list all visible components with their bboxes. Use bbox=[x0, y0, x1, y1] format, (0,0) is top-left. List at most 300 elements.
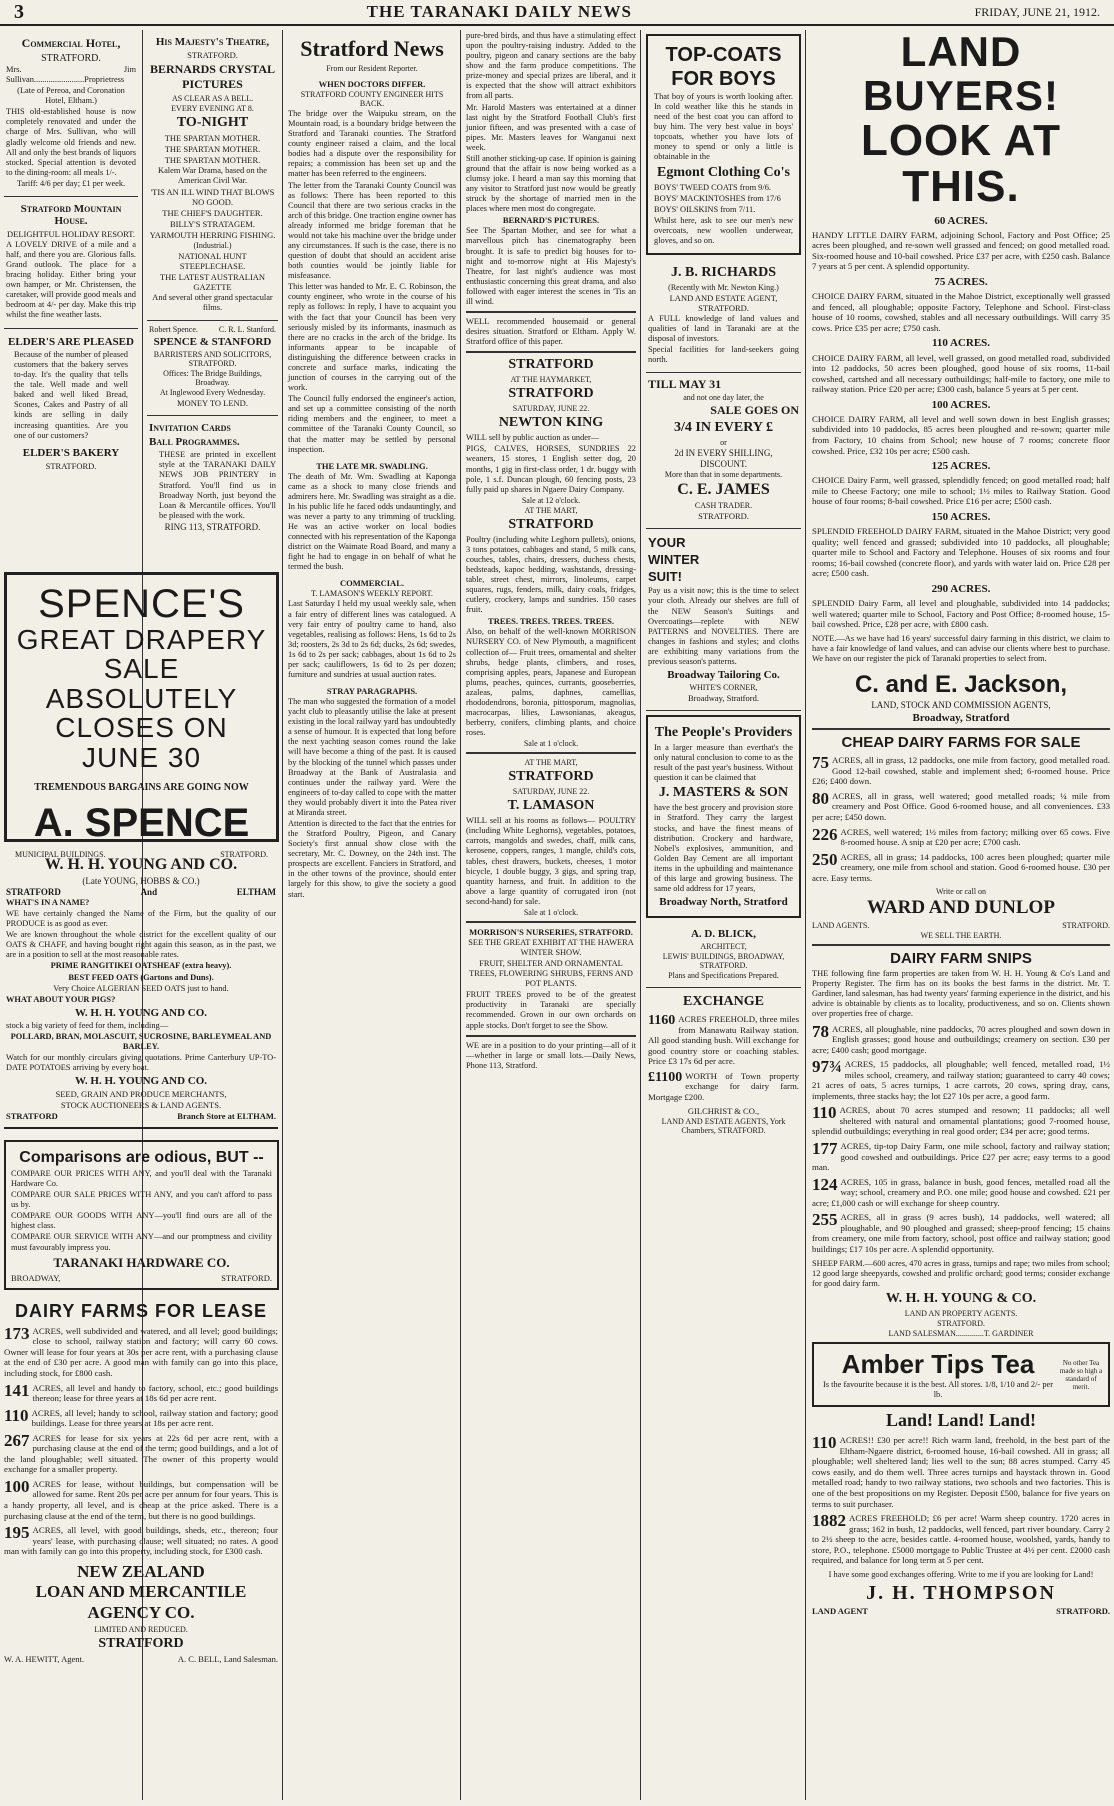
young-co-town: STRATFORD. bbox=[937, 1318, 985, 1328]
lease-firm3: AGENCY CO. bbox=[87, 1603, 195, 1623]
snip-item bbox=[812, 1141, 1110, 1173]
cheap-text: ACRES, well watered; 1½ miles from factory; milking over 65 cows. Five 8-roomed house. A snip at £20 per acre; £700 cash. bbox=[840, 826, 1110, 848]
land-item bbox=[812, 1435, 1110, 1509]
winter-firm: Broadway Tailoring Co. bbox=[667, 669, 780, 682]
young-line: BEST FEED OATS (Gartons and Duns). bbox=[68, 972, 214, 982]
lease-item-acres: 110 bbox=[4, 1405, 29, 1425]
jackson-note: NOTE.—As we have had 16 years' successful dairy farming in this district, we claim to have a fair knowledge of land values, and can advise our clients where best to purchase. We have on our register the pick of Taranaki properties to select from. bbox=[812, 633, 1110, 663]
topcoats-body: That boy of yours is worth looking after. In cold weather like this he stands in need of the best coat you can afford to buy him. The very best value in boys' topcoats, whether you have lots of money to spend or only a little is obtainable in the bbox=[654, 92, 793, 162]
snip-item bbox=[812, 1174, 1110, 1209]
sale-firm: NEWTON KING bbox=[498, 415, 604, 431]
news-paragraph: See The Spartan Mother, and see for what a marvellous pitch has cinematography been brought. It is safe to predict big houses for to-night and to-morrow night at His Majesty's Theatre, for last night's audience was most enthusiastic concerning this great drama, and also followed with eager interest the scenes in 'Tis an ill wind. bbox=[466, 226, 636, 306]
richards-title: LAND AND ESTATE AGENT, STRATFORD. bbox=[669, 293, 778, 314]
young-co-role: LAND AN PROPERTY AGENTS. bbox=[904, 1308, 1018, 1318]
cheap-item bbox=[812, 788, 1110, 823]
snips-title: DAIRY FARM SNIPS bbox=[890, 950, 1032, 968]
snip-item bbox=[812, 1212, 1110, 1254]
topcoats-firm: Egmont Clothing Co's bbox=[656, 164, 791, 180]
invitation-title: Invitation Cards bbox=[149, 422, 231, 435]
listing-head: 100 ACRES. bbox=[931, 398, 991, 411]
theatre-other: And several other grand spectacular films. bbox=[152, 293, 273, 313]
cheap-text: ACRES, all in grass, 12 paddocks, one mile from factory, good metalled road. Good 12-bail cowshed, stable and implement shed; 6-roomed house. Price £26; £400 down. bbox=[812, 755, 1110, 787]
elders-bakery-ad bbox=[4, 330, 138, 478]
topcoats-line: BOYS' TWEED COATS from 9/6. bbox=[654, 182, 771, 192]
hotel-town: STRATFORD. bbox=[41, 53, 101, 64]
crystal-pictures: BERNARDS CRYSTAL PICTURES bbox=[149, 62, 276, 91]
winter-title2: WINTER bbox=[648, 552, 700, 568]
look-at-this-title: LOOK AT THIS. bbox=[860, 116, 1062, 212]
listing-head: 290 ACRES. bbox=[931, 582, 991, 595]
news-paragraph: The bridge over the Waipuku stream, on the Mountain road, is a boundary bridge between the Stratford and Taranaki counties. The Stratford county engineer raised a claim, and the local bodies had a dispute over the responsibility for repairs; a commission has been set up and the matter has been referred to the engineers. bbox=[288, 109, 456, 179]
exchange-role: LAND AND ESTATE AGENTS, York Chambers, STRATFORD. bbox=[661, 1117, 786, 1136]
news-from: From our Resident Reporter. bbox=[326, 64, 418, 73]
hotel-tariff: Tariff: 4/6 per day; £1 per week. bbox=[16, 178, 126, 188]
theatre-kalem: Kalem War Drama, based on the American Civil War. bbox=[158, 166, 267, 186]
young-watch: Watch for our monthly circulars giving quotations. Prime Canterbury UP-TO-DATE POTATOES arriving by every boat. bbox=[6, 1053, 276, 1073]
exchange-acres: 1160 bbox=[648, 1013, 676, 1029]
young-title: W. H. H. YOUNG AND CO. bbox=[44, 856, 238, 873]
law-left-name: Robert Spence. bbox=[149, 325, 198, 335]
young-right: ELTHAM bbox=[236, 887, 276, 897]
issue-date: FRIDAY, JUNE 21, 1912. bbox=[974, 4, 1100, 19]
column-rule bbox=[805, 30, 806, 1800]
theatre-item: THE SPARTAN MOTHER. bbox=[164, 144, 261, 154]
lease-item-acres: 141 bbox=[4, 1380, 30, 1400]
james-or: or bbox=[720, 438, 727, 448]
cheap-text: ACRES, all in grass, well watered; good metalled roads; ¼ mile from creamery and Post Office. Good 6-roomed house, and all conveniences. £33 per acre; £450 down. bbox=[812, 790, 1110, 822]
listing-head: 75 ACRES. bbox=[934, 275, 988, 288]
ball-title: Ball Programmes. bbox=[149, 436, 240, 449]
theatre-billy: BILLY'S STRATAGEM. bbox=[169, 219, 255, 230]
news-paragraph: Mr. Harold Masters was entertained at a dinner last night by the Stratford Football Club's first junior fifteen, and was presented with a case of pipes. Mr. Masters leaves for Wanganui next week. bbox=[466, 102, 636, 152]
providers-p2: have the best grocery and provision store in Stratford. They carry the largest stocks, and have the finest means of distribution. Crockery and hardware, Nobel's explosives, ammunition, and Golden Bay Cement are all important items in the upbuilding and maintenance of this large and growing business. The same old address for 17 years, bbox=[654, 803, 793, 893]
lease-item-text: ACRES, all level, with good buildings, sheds, etc., thereon; four years' lease, with purchasing clause; well situated; no rates. A good man with family can go into this property, including stock, for £300 cash. bbox=[4, 1525, 278, 1557]
sheep-farm: SHEEP FARM.—600 acres, 470 acres in grass, turnips and rape; two miles from school; 12 good large sheepyards, cowshed and prolific orchard; good terms; consider exchange for good dairy farm. bbox=[812, 1258, 1110, 1288]
mart2-town: STRATFORD bbox=[508, 769, 594, 785]
snip-item bbox=[812, 1021, 1110, 1056]
news-sub: STRATFORD COUNTY ENGINEER HITS BACK. bbox=[300, 90, 444, 108]
lease-item-acres: 267 bbox=[4, 1430, 30, 1450]
providers-title: The People's Providers bbox=[654, 725, 793, 741]
topcoats-line: BOYS' MACKINTOSHES from 17/6 bbox=[654, 193, 781, 203]
blick-addr: LEWIS' BUILDINGS, BROADWAY, STRATFORD. bbox=[662, 952, 785, 971]
sale-will: WILL sell by public auction as under— bbox=[466, 433, 600, 443]
cheap-acres: 75 bbox=[812, 753, 829, 773]
hardware-item: COMPARE OUR PRICES WITH ANY, and you'll deal with the Taranaki Hardware Co. bbox=[11, 1169, 272, 1189]
invitation-ring: RING 113, STRATFORD. bbox=[164, 521, 261, 532]
snip-text: ACRES, all ploughable, nine paddocks, 70 acres ploughed and sown down in English grasses; good house and outbuildings; creamery on section. £30 per acre; £400 cash; good mortgage. bbox=[812, 1023, 1110, 1055]
snip-acres: 78 bbox=[812, 1021, 829, 1041]
providers-firm: J. MASTERS & SON bbox=[658, 785, 789, 801]
masthead bbox=[0, 0, 1114, 26]
snip-item bbox=[812, 1105, 1110, 1137]
theatre-chief: THE CHIEF'S DAUGHTER. bbox=[162, 208, 263, 219]
theatre-town: STRATFORD. bbox=[187, 50, 238, 60]
amber-side: No other Tea made so high a standard of merit. bbox=[1059, 1358, 1103, 1391]
news-paragraph: The man who suggested the formation of a model yacht club to pleasantly utilise the lake at present existing in the local railway yard has undoubtedly a sense of humour. It is expected that long before the next yachting season comes round the lake will have become a thing of the past. It is caused by the blocking of the tunnel which passes under Broadway at the Bank of Australasia and continues under the railway yard. Were the engineers of to-day called to cope with the matter they would probably divert it into the Patea river at Miranda street. bbox=[288, 697, 456, 817]
lease-item-text: ACRES for lease, without buildings, but compensation will be allowed for same. Rent 20s per acre per annum for four years. This is a handy property, all level, and is cheap at the price asked. There is a purchasing clause at the end of the term, but there is no good buildings. bbox=[4, 1478, 278, 1521]
cheap-acres: 250 bbox=[812, 849, 838, 869]
theatre-wind: 'TIS AN ILL WIND THAT BLOWS NO GOOD. bbox=[150, 187, 275, 208]
richards-recent: (Recently with Mr. Newton King.) bbox=[668, 283, 779, 293]
listing-head: 110 ACRES. bbox=[931, 337, 991, 350]
elders-body: Because of the number of pleased customers that the bakery serves to-day. It's the quality that tells the tale. Well made and well baked and well liked Bread, Scones, Cakes and Pastry of all kinds are selling in daily increasing quantities. Are you one of our customers? bbox=[14, 350, 128, 440]
young-what: WHAT'S IN A NAME? bbox=[6, 898, 90, 907]
snip-acres: 110 bbox=[812, 1103, 837, 1123]
elders-name: ELDER'S BAKERY bbox=[22, 446, 120, 459]
listing-text: CHOICE DAIRY FARM, all level and well sown down in best English grasses; subdivided into 10 paddocks, 85 acres been ploughed and re-sown; quarter mile from Factory, 10 chains from School; new house of 7 rooms; concrete floor cowshed. Price, £32 10s per acre; £500 cash. bbox=[812, 413, 1110, 456]
sale-date: SATURDAY, JUNE 22. bbox=[512, 404, 590, 414]
nurseries-body: SEE THE GREAT EXHIBIT AT THE HAWERA WINTER SHOW. bbox=[468, 937, 634, 957]
nurseries-p: FRUIT TREES proved to be of the greatest productivity in Taranaki are specially recommended. Grown in our own orchards on apple stocks. Don't forget to see the Show. bbox=[466, 990, 636, 1030]
snip-item bbox=[812, 1059, 1110, 1101]
hardware-ad bbox=[4, 1140, 279, 1290]
exchange-acres: £1100 bbox=[648, 1069, 683, 1085]
lease-item-text: ACRES, all level; handy to school, railway station and factory; good buildings. Lease for three years at 18s per acre rent. bbox=[31, 1407, 278, 1429]
lease-item-acres: 100 bbox=[4, 1476, 30, 1496]
column-rule bbox=[460, 30, 461, 1800]
ward-dunlop-name: WARD AND DUNLOP bbox=[867, 897, 1055, 919]
column-4 bbox=[462, 30, 640, 1800]
majestys-theatre-ad bbox=[147, 30, 278, 321]
young-branch-right: Branch Store at ELTHAM. bbox=[177, 1111, 276, 1122]
land-listing bbox=[812, 399, 1110, 456]
james-town: STRATFORD. bbox=[698, 511, 749, 522]
winter-body: Pay us a visit now; this is the time to select your cloth. Already our shelves are full of the NEW Season's Suitings and Overcoatings—replete with NEW PATTERNS and NOVELTIES. There are changes in fashions and styles; and cloths are exhibiting many variations from the previous season's patterns. bbox=[648, 586, 799, 666]
hardware-name: TARANAKI HARDWARE CO. bbox=[53, 1254, 230, 1270]
exchange-text: WORTH of Town property exchange for dairy farm. Mortgage £200. bbox=[648, 1070, 799, 1102]
hardware-item: COMPARE OUR SALE PRICES WITH ANY, and you can't afford to pass us by. bbox=[11, 1190, 272, 1210]
james-name: C. E. JAMES bbox=[677, 481, 770, 499]
sale-time: Sale at 12 o'clock. bbox=[521, 495, 581, 505]
lease-item-text: ACRES, all level and handy to factory, school, etc.; good buildings thereon; lease for three years at 18s 6d per acre rent. bbox=[32, 1382, 278, 1404]
write-call: Write or call on bbox=[935, 887, 987, 897]
theatre-every: EVERY EVENING AT 8. bbox=[171, 104, 254, 113]
james-three: 3/4 IN EVERY £ bbox=[674, 420, 773, 436]
theatre-title: His Majesty's Theatre, bbox=[155, 36, 270, 48]
young-line: PRIME RANGITIKEI OATSHEAF (extra heavy). bbox=[50, 961, 232, 971]
jackson-role: LAND, STOCK AND COMMISSION AGENTS, bbox=[871, 700, 1051, 711]
land-land-land: Land! Land! Land! bbox=[885, 1410, 1037, 1431]
young-late: (Late YOUNG, HOBBS & CO.) bbox=[82, 876, 200, 886]
hotel-late: (Late of Pereoa, and Coronation Hotel, Eltham.) bbox=[17, 86, 125, 106]
theatre-gazette: THE LATEST AUSTRALIAN GAZETTE bbox=[159, 272, 266, 293]
exchange-title: EXCHANGE bbox=[683, 994, 764, 1010]
young-name3: W. H. H. YOUNG AND CO. bbox=[74, 1075, 208, 1088]
law-money: MONEY TO LEND. bbox=[177, 398, 248, 409]
young-p1: WE have certainly changed the Name of the Firm, but the quality of our PRODUCE is as good as ever. bbox=[6, 909, 276, 929]
young-mid: And bbox=[140, 887, 158, 897]
theatre-sub: AS CLEAR AS A BELL. bbox=[171, 94, 254, 103]
snip-text: ACRES, about 70 acres stumped and resown; 11 paddocks; all well sheltered with natural and ornamental plantations; good 7-roomed house, splendid outbuildings; everything in real good order; £34 per acre; good terms. bbox=[812, 1105, 1110, 1137]
land-item bbox=[812, 1513, 1110, 1566]
news-late: THE LATE MR. SWADLING. bbox=[316, 460, 428, 471]
land-listing bbox=[812, 276, 1110, 333]
young-left: STRATFORD bbox=[6, 887, 61, 897]
lease-item bbox=[4, 1525, 278, 1557]
topcoats-line: BOYS' OILSKINS from 7/11. bbox=[654, 204, 756, 214]
lease-item-acres: 173 bbox=[4, 1323, 30, 1343]
james-more: More than that in some departments. bbox=[664, 470, 783, 480]
land-buyers-title: LAND BUYERS! bbox=[862, 28, 1060, 120]
lease-item-text: ACRES for lease for six years at 22s 6d per acre rent, with a purchasing clause at the end of the term; good buildings, and a lot of the land ploughable; well situated. The owner of this property would exchange for a smaller property. bbox=[4, 1432, 278, 1475]
young-seed: SEED, GRAIN AND PRODUCE MERCHANTS, bbox=[55, 1089, 227, 1100]
lease-title: DAIRY FARMS FOR LEASE bbox=[14, 1301, 268, 1321]
land-listing bbox=[812, 337, 1110, 394]
amber-title: Amber Tips Tea bbox=[841, 1348, 1035, 1379]
invitation-body: THESE are printed in excellent style at the TARANAKI DAILY NEWS JOB PRINTERY in Stratford. You'll find us in Broadway North, just beyond the Loan & Mercantile offices. You'll be pleased with the work. bbox=[159, 450, 276, 520]
listing-text: CHOICE DAIRY FARM, all level, well grassed, on good metalled road, subdivided into 12 paddocks, 50 acres been ploughed, good house of six rooms, 11-bail cowshed, cartshed and all necessary outbuildings; half-mile to factory, one mile to railway station. Price £20 per acre; £300 cash, balance 5 years at 5 per cent. bbox=[812, 352, 1110, 395]
law-right-name: C. R. L. Stanford. bbox=[218, 325, 276, 335]
james-discount: DISCOUNT. bbox=[699, 459, 748, 470]
commercial-hotel-ad bbox=[4, 30, 138, 197]
jackson-addr: Broadway, Stratford bbox=[912, 712, 1010, 725]
news-commercial: COMMERCIAL. bbox=[340, 578, 404, 589]
lease-firm2: LOAN AND MERCANTILE bbox=[35, 1582, 247, 1602]
mart-at: AT THE MART, bbox=[524, 505, 578, 515]
column-1 bbox=[0, 30, 142, 330]
hardware-title: Comparisons are odious, BUT -- bbox=[19, 1149, 264, 1166]
trees-body: Also, on behalf of the well-known MORRISON NURSERY CO. of New Plymouth, a magnificent collection of— Fruit trees, ornamental and shelter shrubs, hedge plants, climbers, and roses, comprising apples, pears, Japanese and European plums, peaches, quinces, currants, gooseberries, azaleas, palms, daphnes, camellias, rhododendrons, boronia, pittosporum, magnolias, macrocarpas, lilies, Lawsonianas, akeagus, berberry, conifers, climbing plants, and choice roses. bbox=[466, 627, 636, 738]
young-stock: stock a big variety of feed for them, including— bbox=[6, 1020, 169, 1030]
spence-tremendous: TREMENDOUS BARGAINS ARE GOING NOW bbox=[34, 781, 249, 793]
land-text: ACRES!! £30 per acre!! Rich warm land, freehold, in the best part of the Eltham-Ngaere district, 6-roomed house, 16-bail cowshed. All in grass; all ploughable; well sheltered land; lies well to the sun; 88 acres stumped. Carry 45 cows easily, and do them well. Three acres turnips and haystack thrown in. Good metalled road; handy to two railway stations, two schools and two factories. This is one of the best propositions on my Register. Deposit £500, balance for five years on terms to suit purchaser. bbox=[812, 1435, 1110, 1509]
snip-text: ACRES, 15 paddocks, all ploughable; well fenced, metalled road, 1½ miles school, creamery, and railway station; guaranteed to carry 40 cows; 21 acres of oats, 5 acres turnips, 1 acre carrots, 20 cows, spring dray, cans, implements, three stacks hay; the lot £27 10s per acre, a good farm. bbox=[812, 1059, 1110, 1101]
law-firm: SPENCE & STANFORD bbox=[153, 336, 272, 349]
exchange-ad bbox=[646, 988, 801, 1142]
young-ad bbox=[0, 850, 282, 1130]
elders-title: ELDER'S ARE PLEASED bbox=[8, 336, 134, 348]
hardware-left: BROADWAY, bbox=[11, 1272, 61, 1283]
law-office: Offices: The Bridge Buildings, Broadway. bbox=[163, 369, 262, 388]
topcoats-ad bbox=[646, 34, 801, 255]
exchange-text: ACRES FREEHOLD, three miles from Manawatu Railway station. All good standing bush. Will exchange for good country store or coaching stables. Price £3 17s 6d per acre. bbox=[648, 1014, 799, 1067]
young-pigs: WHAT ABOUT YOUR PIGS? bbox=[6, 994, 116, 1004]
snip-acres: 255 bbox=[812, 1210, 838, 1230]
ward-right: STRATFORD. bbox=[1062, 921, 1110, 931]
column-1-lower bbox=[0, 330, 142, 500]
hotel-proprietor: Mrs. Jim Sullivan........................Proprietress bbox=[6, 65, 136, 85]
newspaper-title: THE TARANAKI DAILY NEWS bbox=[366, 2, 632, 21]
topcoats-title2: FOR BOYS bbox=[671, 68, 776, 90]
column-rule bbox=[640, 30, 641, 1800]
james-cash: CASH TRADER. bbox=[694, 501, 753, 511]
snip-text: ACRES, all in grass (9 acres bush), 14 paddocks, well watered; all ploughable, and 90 ploughed and grassed; sheep-proof fencing; 15 chains from creamery, one mile from factory, school, post office and railway station; good buildings; £17 10s per acre. A splendid opportunity. bbox=[812, 1212, 1110, 1254]
housemaid-notice: WELL recommended housemaid or general desires situation. Stratford or Eltham. Apply W. Stratford office of this paper. bbox=[466, 317, 636, 347]
exchange-firm: GILCHRIST & CO., bbox=[687, 1106, 760, 1117]
spences-ad bbox=[4, 572, 279, 859]
topcoats-p: Whilst here, ask to see our men's new overcoats, new woollen underwear, gloves, and so on. bbox=[654, 215, 793, 245]
page-number: 3 bbox=[14, 0, 24, 23]
sale-town: STRATFORD bbox=[508, 357, 594, 373]
thompson-left: LAND AGENT bbox=[812, 1605, 868, 1616]
hotel-body: THIS old-established house is now completely renovated and under the charge of Mrs. Sullivan, who will gladly welcome old friends and new. All and only the best brands of liquors stocked. Special attention is devoted to the dining-room: all meals 1/-. bbox=[6, 107, 136, 177]
snip-acres: 177 bbox=[812, 1139, 838, 1159]
lease-agent-left: W. A. HEWITT, Agent. bbox=[4, 1653, 85, 1664]
hardware-item: COMPARE OUR GOODS WITH ANY—you'll find ours are all of the highest class. bbox=[11, 1211, 272, 1231]
invitation-cards-ad bbox=[147, 416, 278, 539]
listing-head: 150 ACRES. bbox=[931, 510, 991, 523]
listing-head: 125 ACRES. bbox=[931, 460, 991, 473]
lease-firm1: NEW ZEALAND bbox=[77, 1561, 205, 1581]
ward-sub: WE SELL THE EARTH. bbox=[920, 931, 1002, 941]
theatre-item: THE SPARTAN MOTHER. bbox=[164, 133, 261, 143]
mountain-body: A LOVELY DRIVE of a mile and a half, and there you are. Glorious falls. Grand outlook. The place for a bracing holiday. Either bring your own hamper, or Mr. Christensen, the caretaker, will provide good meals and bedroom at 4/- per day. Make this trip whilst the fine weather lasts. bbox=[6, 239, 136, 320]
james-two: 2d IN EVERY SHILLING, bbox=[674, 448, 773, 459]
lease-item bbox=[4, 1380, 278, 1404]
spence-stanford-ad bbox=[147, 321, 278, 416]
hardware-right: STRATFORD. bbox=[221, 1272, 272, 1283]
blick-role: ARCHITECT, bbox=[700, 942, 747, 952]
cheap-item bbox=[812, 755, 1110, 787]
trees-sale: Sale at 1 o'clock. bbox=[523, 739, 579, 749]
news-lamason: T. LAMASON'S WEEKLY REPORT. bbox=[311, 589, 433, 599]
james-not: and not one day later, the bbox=[683, 393, 764, 403]
spence-right: STRATFORD. bbox=[220, 849, 268, 859]
young-name2: W. H. H. YOUNG AND CO. bbox=[74, 1006, 208, 1019]
spences-name: SPENCE'S bbox=[38, 582, 245, 626]
richards-ad bbox=[646, 259, 801, 373]
spence-line: SALE ABSOLUTELY bbox=[45, 653, 238, 714]
young-p2: We are known throughout the whole district for the excellent quality of our OATS & CHAFF, and having bought right again this season, as in the past, we are in a position to sell at the most reasonable rates. bbox=[6, 930, 276, 960]
nurseries-lines: FRUIT, SHELTER AND ORNAMENTAL TREES, FLOWERING SHRUBS, FERNS AND POT PLANTS. bbox=[469, 959, 633, 989]
land-acres: 1882 bbox=[812, 1511, 846, 1531]
providers-ad bbox=[646, 715, 801, 918]
listing-text: CHOICE DAIRY FARM, situated in the Mahoe District, exceptionally well grassed and fenced, all ploughable; opposite Factory, Telephone and School. First-class house of 10 rooms, cowshed, stables and all necessary outbuildings. Will carry 35 cows. Price £35 per acre; £750 cash. bbox=[812, 291, 1110, 333]
column-2 bbox=[143, 30, 282, 532]
thompson-right: STRATFORD. bbox=[1056, 1605, 1110, 1616]
snip-acres: 124 bbox=[812, 1174, 838, 1194]
blick-plans: Plans and Specifications Prepared. bbox=[668, 971, 779, 981]
spence-line: GREAT DRAPERY bbox=[16, 624, 267, 655]
sale-town2: STRATFORD bbox=[508, 386, 594, 402]
news-paragraph: This letter was handed to Mr. E. C. Robinson, the county engineer, who wrote in the course of his reply as follows: In reply, I have to acquaint you with the fact that your Council has been very seriously misled by its informants, inasmuch as there are no cracks in the arch of the bridge. Its informants appear to be incapable of distinguishing the difference between cracks in concrete and surface marks, indicating the junction of courses in the carrying out of the work. bbox=[288, 282, 456, 393]
blick-name: A. D. BLICK, bbox=[690, 928, 757, 941]
news-paragraph: The letter from the Taranaki County Council was as follows: There has been reported to this Council that there are two serious cracks in the arch of this bridge. One traction engine owner has already informed me bridge foreman that he would not take his machine over the bridge under any circumstances. If such is the case, there is no question of doubt that should an accident arise both counties would be jointly liable for misfeasance. bbox=[288, 180, 456, 281]
lease-item bbox=[4, 1430, 278, 1475]
lease-item bbox=[4, 1323, 278, 1379]
winter-corner: WHITE'S CORNER, bbox=[689, 683, 758, 693]
listing-head: 60 ACRES. bbox=[934, 214, 988, 227]
mart2-sale: Sale at 1 o'clock. bbox=[523, 907, 579, 917]
land-acres: 110 bbox=[812, 1433, 837, 1453]
young-line: Very Choice ALGERIAN SEED OATS just to hand. bbox=[53, 983, 229, 993]
lease-limited: LIMITED AND REDUCED. bbox=[94, 1624, 188, 1634]
james-till: TILL MAY 31 bbox=[648, 377, 722, 392]
lease-item bbox=[4, 1405, 278, 1429]
young-co-name: W. H. H. YOUNG & CO. bbox=[885, 1290, 1037, 1306]
winter-title1: YOUR bbox=[648, 535, 686, 551]
law-role: BARRISTERS AND SOLICITORS, STRATFORD. bbox=[153, 350, 272, 369]
news-paragraph: Last Saturday I held my usual weekly sale, when a fair entry of different lines was catalogued. A very fair entry of poultry came to hand, also vegetables, realising as follows: Hens, 1s 6d to 2s 3d; roosters, 2s 3d to 2s 6d; ducks, 2s 6d; swedes, 1s 6d to 2s per sack; cabbages, about 1s 6d to 2s per sack; cauliflowers, 1s 6d to 2s per dozen; furniture and sundries at usual auction rates. bbox=[288, 599, 456, 679]
theatre-item: THE SPARTAN MOTHER. bbox=[164, 155, 261, 165]
news-stray: STRAY PARAGRAPHS. bbox=[326, 686, 418, 697]
providers-addr: Broadway North, Stratford bbox=[659, 896, 788, 909]
news-paragraph: Still another sticking-up case. If opinion is gaining ground that the affair is now being worked as a clumsy joke. I heard a man say this morning that any visitor to Stratford just now would be greatly struck by the shortage of married men in the places where men most do congregate. bbox=[466, 153, 636, 214]
listing-text: SPLENDID Dairy Farm, all level and ploughable, subdivided into 14 paddocks; well watered; quarter mile to School, Factory and Post Office; 8-roomed house, 15-bail cowshed. Price, £28 per acre, with £800 cash. bbox=[812, 598, 1110, 630]
lease-item-text: ACRES, well subdivided and watered, and all level; good buildings; close to school, railway station and factory; will carry 60 cows. Owner will lease for four years at 30s per acre rent, with a purchasing clause at the end of £30 per acre. A good man with family can go into this place, including stock, for £800 cash. bbox=[4, 1325, 278, 1378]
listing-text: HANDY LITTLE DAIRY FARM, adjoining School, Factory and Post Office; 25 acres been ploughed, and re-sown well grassed and fenced; on good metalled road. Six-roomed house and 10-bail cowshed. Price £37 per acre, with £250 cash. Balance 7 years at 5 per cent. A splendid opportunity. bbox=[812, 229, 1110, 272]
printing-notice: WE are in a position to do your printing—all of it—whether in large or small lots.—Daily News, Phone 113, Stratford. bbox=[466, 1040, 636, 1070]
news-paragraph: The death of Mr. Wm. Swadling at Kaponga came as a shock to many close friends and admirers here. Mr. Swadling was straight as a die. In his public life he faced odds undauntingly, and was never a party to any trimming of truckling. He was an active worker on local bodies connected with his representation of the Kaponga district on the Waimate Road Board, and many a fight he had to engage in on behalf of what he termed the bush. bbox=[288, 471, 456, 572]
land-exchanges: I have some good exchanges offering. Write to me if you are looking for Land! bbox=[828, 1569, 1094, 1579]
land-listing bbox=[812, 215, 1110, 272]
richards-name: J. B. RICHARDS bbox=[670, 265, 776, 281]
richards-special: Special facilities for land-seekers going north. bbox=[648, 345, 799, 365]
land-text: ACRES FREEHOLD; £6 per acre! Warm sheep country. 1720 acres in grass; 162 in bush, 12 paddocks, well fenced, part river boundary. Carry 2 to 2½ sheep to the acre, besides cattle. 4-roomed house, woolshed, yards, handy to store, P.O., telephone. £5000 mortgage to Public Trustee at 4½ per cent. £2000 cash required, and balance for long term at 5 per cent. bbox=[812, 1513, 1110, 1566]
mountain-sub: DELIGHTFUL HOLIDAY RESORT. bbox=[6, 228, 135, 239]
ward-left: LAND AGENTS. bbox=[812, 921, 870, 931]
james-sale: SALE GOES ON bbox=[710, 403, 799, 418]
mart2-at: AT THE MART, bbox=[524, 758, 578, 768]
law-inglewood: At Inglewood Every Wednesday. bbox=[159, 388, 266, 398]
column-3-news bbox=[284, 30, 460, 1800]
mart-town: STRATFORD bbox=[508, 516, 594, 532]
sale-body: PIGS, CALVES, HORSES, SUNDRIES 22 weaners, 15 stores, 1 English setter dog, 20 months, 1 gig in first-class order, 1 dr. buggy with pole, 1 s.f. Duncan plough, 60 fencing posts, 23 fully paid up shares in Ngaere Dairy Company. bbox=[466, 444, 636, 494]
snip-text: ACRES, tip-top Dairy Farm, one mile school, factory and railway station; good cowshed and outbuildings. Price £27 per acre; easy terms to a good man. bbox=[812, 1141, 1110, 1173]
young-stock2: STOCK AUCTIONEERS & LAND AGENTS. bbox=[60, 1100, 222, 1111]
mountain-title: Stratford Mountain House. bbox=[20, 202, 122, 227]
mart-body: Poultry (including white Leghorn pullets), onions, 3 tons potatoes, cabbages and stand, 5 milk cans, couches, tables, chairs, dressers, duchess chests, bedsteads, kapoc bedding, washstands, dressing-table, street chest, mirrors, linoleums, carpet squares, rugs, fenders, milk, dairy coals, fridges, cutlery, crockery, lamps and sundries. 150 cases fruit. bbox=[466, 534, 636, 615]
land-listing bbox=[812, 511, 1110, 579]
lease-ad bbox=[0, 1300, 282, 1800]
lease-agent-right: A. C. BELL, Land Salesman. bbox=[177, 1653, 278, 1664]
hotel-title: Commercial Hotel, bbox=[21, 36, 121, 50]
snip-text: ACRES, 105 in grass, balance in bush, good fences, metalled road all the way; school, creamery and P.O. one mile; good house and cowshed. £21 per acre; £1,000 cash or will exchange for sheep country. bbox=[812, 1176, 1110, 1208]
lease-item bbox=[4, 1476, 278, 1521]
theatre-industrial: (Industrial.) bbox=[193, 241, 232, 251]
trees-title: TREES. TREES. TREES. TREES. bbox=[488, 616, 614, 627]
cheap-item bbox=[812, 824, 1110, 848]
news-title: Stratford News bbox=[300, 36, 444, 61]
sale-at: AT THE HAYMARKET, bbox=[510, 375, 592, 385]
cheap-item bbox=[812, 849, 1110, 884]
listing-text: CHOICE Dairy Farm, well grassed, splendidly fenced; on good metalled road; half mile to Cheese Factory; one mile to school; 1½ miles to Railway Station. Good house of four rooms; 8-bail cowshed. Price £16 per acre; £500 cash. bbox=[812, 475, 1110, 507]
spence-line: CLOSES ON JUNE 30 bbox=[55, 712, 228, 773]
news-paragraph: pure-bred birds, and thus have a stimulating effect upon the poultry-raising industry. Added to the poultry, pigeon and canary sections are the baby show and the farm produce competitions. The prize-money and special prizes are liberal, and it is expected that the show will attract exhibitors from all parts. bbox=[466, 31, 636, 101]
young-co-sales: LAND SALESMAN..............T. GARDINER bbox=[888, 1328, 1034, 1338]
spence-big-name: A. SPENCE bbox=[33, 800, 250, 845]
amber-tips-ad bbox=[812, 1342, 1110, 1408]
cheap-acres: 226 bbox=[812, 824, 838, 844]
jackson-name: C. and E. Jackson, bbox=[854, 670, 1068, 698]
mart2-body: WILL sell at his rooms as follows— POULTRY (including White Leghorns), vegetables, potatoes, carrots, mangolds and swedes, chaff, milk cans, kerosene, coppers, ranges, 1 mangle, child's cots, tables, chest drawers, buckets, cheeses, 1 motor bicycle, 1 double buggy, 3 gigs, and spring trap, quantity harness, and fruit. In addition to the above a large quantity of corrugated iron (not second-hand) for sale. bbox=[466, 816, 636, 906]
providers-body: In a larger measure than everthat's the only natural conclusion to come to as the result of the past year's business. Without question it can be claimed that bbox=[654, 743, 793, 783]
richards-body: A FULL knowledge of land values and qualities of land in Taranaki are at the disposal of investors. bbox=[648, 314, 799, 344]
topcoats-title1: TOP-COATS bbox=[665, 44, 782, 66]
winter-suit-ad bbox=[646, 529, 801, 711]
theatre-tonight: TO-NIGHT bbox=[176, 115, 249, 130]
elders-town: STRATFORD. bbox=[45, 460, 97, 471]
theatre-yarmouth: YARMOUTH HERRING FISHING. bbox=[149, 230, 276, 241]
column-rule bbox=[282, 30, 283, 1800]
thompson-name: J. H. THOMPSON bbox=[866, 1581, 1056, 1604]
listing-text: SPLENDID FREEHOLD DAIRY FARM, situated in the Mahoe District; very good quality; well fenced and grassed; subdivided into 10 paddocks, all ploughable; quarter mile to School and Factory and Telephone. Houses of six rooms and four rooms; 16-bail cowshed (concrete floor), and yards with water laid on. Price £28 per acre; £500 cash. bbox=[812, 526, 1110, 579]
lease-item-acres: 195 bbox=[4, 1523, 30, 1543]
nurseries-title: MORRISON'S NURSERIES, STRATFORD. bbox=[469, 926, 633, 937]
cheap-farms-title: CHEAP DAIRY FARMS FOR SALE bbox=[841, 734, 1081, 752]
news-when: WHEN DOCTORS DIFFER. bbox=[318, 79, 426, 89]
young-branch-left: STRATFORD bbox=[6, 1111, 58, 1122]
spence-left: MUNICIPAL BUILDINGS. bbox=[15, 849, 106, 859]
james-ad bbox=[646, 373, 801, 529]
cheap-acres: 80 bbox=[812, 788, 829, 808]
column-5 bbox=[642, 30, 805, 1800]
lease-town: STRATFORD bbox=[98, 1635, 184, 1651]
winter-town: Broadway, Stratford. bbox=[688, 693, 759, 704]
mountain-house-ad bbox=[4, 197, 138, 329]
cheap-text: ACRES, all in grass; 14 paddocks, 100 acres been ploughed; quarter mile creamery, one mile from school and station. Good 6-roomed house. £30 per acre. Easy terms. bbox=[812, 851, 1110, 883]
